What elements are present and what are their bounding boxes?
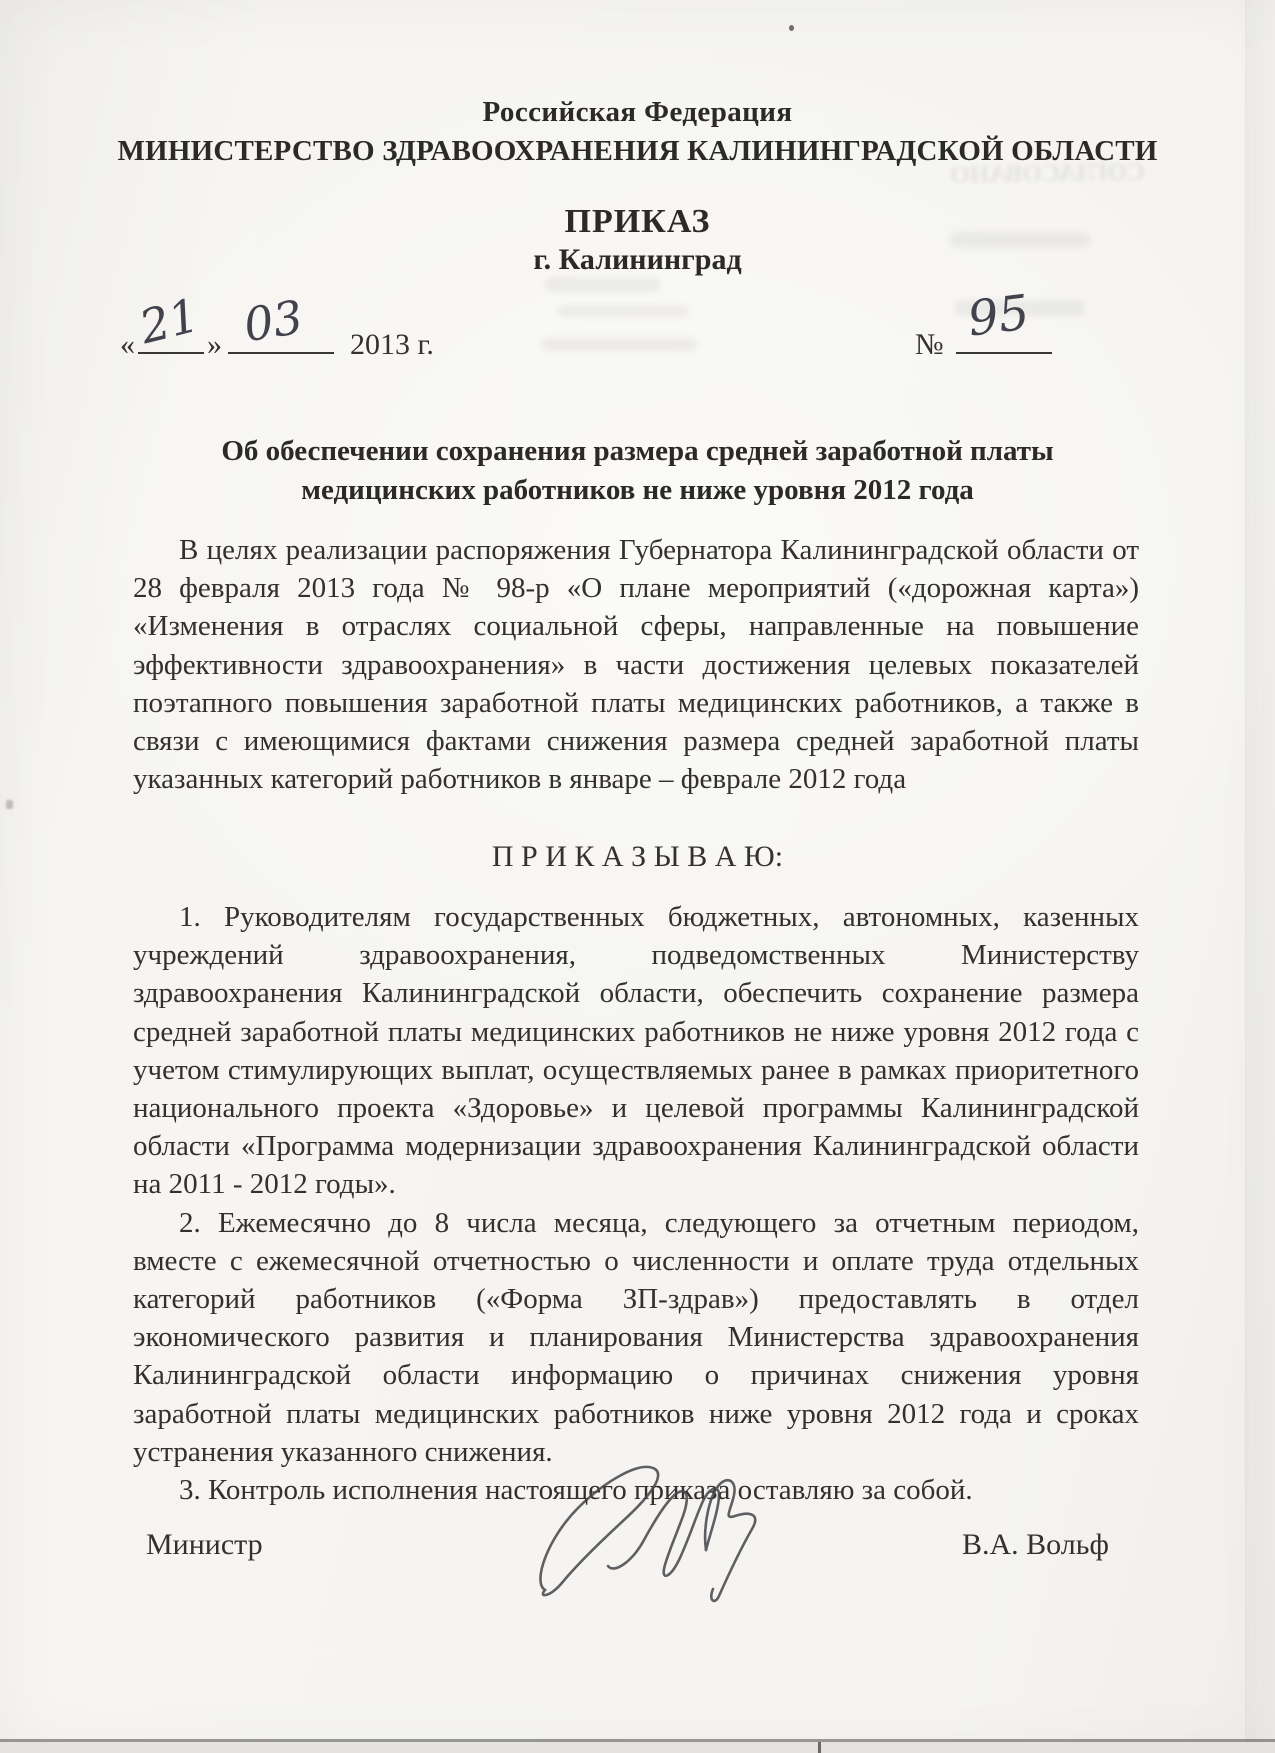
header-ministry: МИНИСТЕРСТВО ЗДРАВООХРАНЕНИЯ КАЛИНИНГРАДСКОЙ ОБЛАСТИ bbox=[117, 135, 1158, 167]
order-title bbox=[0, 432, 1275, 510]
signer-position: Министр bbox=[146, 1528, 263, 1561]
bleedthrough-artifact bbox=[558, 306, 688, 317]
handwritten-month: 03 bbox=[240, 289, 307, 353]
number-blank bbox=[956, 284, 1052, 354]
order-items-section bbox=[133, 898, 1139, 1509]
date-month-blank bbox=[228, 289, 334, 354]
handwritten-number: 95 bbox=[964, 284, 1032, 348]
scan-speck bbox=[6, 800, 13, 809]
order-word: П Р И К А З Ы В А Ю: bbox=[491, 840, 784, 873]
scan-bottom-tick bbox=[818, 1742, 821, 1753]
order-title-line1: Об обеспечении сохранения размера средней заработной платы bbox=[221, 435, 1054, 467]
date-year: 2013 г. bbox=[350, 328, 434, 361]
bleedthrough-artifact bbox=[542, 338, 697, 351]
order-item-1: 1. Руководителям государственных бюджетных, автономных, казенных учреждений здравоохранения, подведомственных Министерству здравоохранения Калининградской области, обеспечить сохранение размера средней заработной платы медицинских работников не ниже уровня 2012 года с учетом стимулирующих выплат, осуществляемых ранее в рамках приоритетного национального проекта «Здоровье» и целевой программы Калининградской области «Программа модернизации здравоохранения Калининградской области на 2011 - 2012 годы». bbox=[133, 901, 1139, 1201]
preamble-paragraph: В целях реализации распоряжения Губернатора Калининградской области от 28 февраля 2013 года № 98-р «О плане мероприятий («дорожная карта») «Изменения в отраслях социальной сферы, направленные на повышение эффективности здравоохранения» в части достижения целевых показателей поэтапного повышения заработной платы медицинских работников, а также в связи с имеющимися фактами снижения размера средней заработной платы указанных категорий работников в январе – феврале 2012 года bbox=[133, 534, 1139, 796]
order-title-line2: медицинских работников не ниже уровня 2012 года bbox=[301, 474, 974, 506]
date-line bbox=[120, 287, 434, 362]
date-open-quote: « bbox=[120, 328, 135, 361]
header-country: Российская Федерация bbox=[482, 96, 793, 128]
document-number-line bbox=[915, 284, 1052, 362]
header-city: г. Калининград bbox=[533, 243, 742, 276]
document-type-heading: ПРИКАЗ bbox=[564, 203, 711, 240]
preamble-section bbox=[133, 531, 1139, 798]
signer-name: В.А. Вольф bbox=[962, 1528, 1109, 1561]
bleedthrough-artifact bbox=[545, 278, 660, 292]
date-close-quote: » bbox=[207, 328, 222, 361]
bleedthrough-approved-label: СОГЛАСОВАНО bbox=[950, 158, 1146, 189]
scan-bottom-margin bbox=[0, 1742, 1275, 1753]
number-sign: № bbox=[915, 328, 944, 361]
date-day-blank bbox=[134, 287, 205, 355]
order-item-2: 2. Ежемесячно до 8 числа месяца, следующего за отчетным периодом, вместе с ежемесячной отчетностью о численности и оплате труда отдельных категорий работников («Форма ЗП-здрав») предоставлять в отдел экономического развития и планирования Министерства здравоохранения Калининградской области информацию о причинах снижения уровня заработной платы медицинских работников ниже уровня 2012 года и сроках устранения указанного снижения. bbox=[133, 1206, 1139, 1468]
handwritten-signature bbox=[488, 1438, 808, 1638]
order-item-3: 3. Контроль исполнения настоящего приказа оставляю за собой. bbox=[179, 1474, 973, 1507]
handwritten-day: 21 bbox=[134, 287, 205, 355]
scan-speck bbox=[789, 25, 794, 31]
